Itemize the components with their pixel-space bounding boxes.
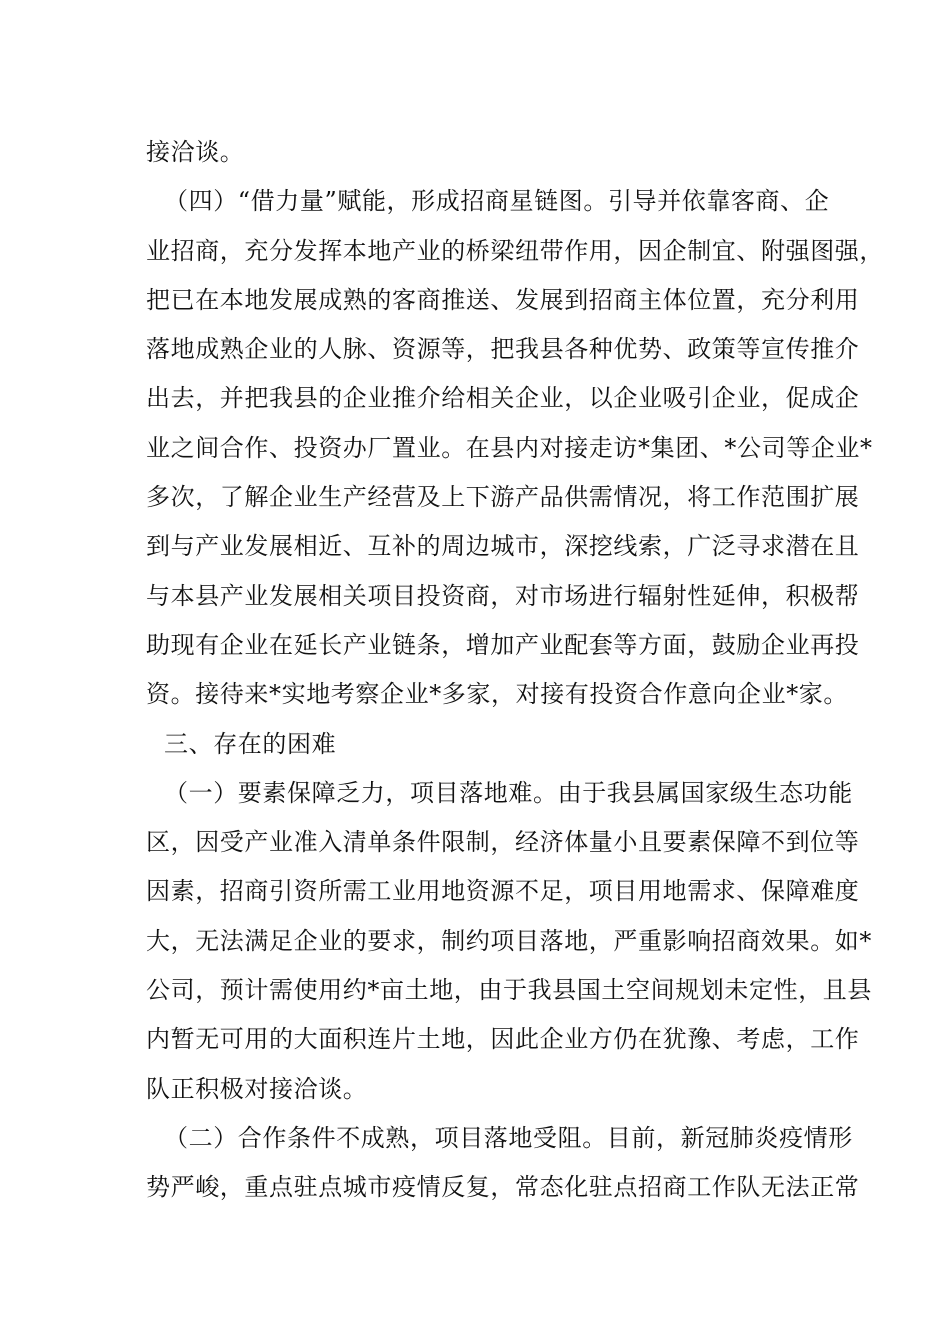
paragraph-line: 内暂无可用的大面积连片土地，因此企业方仍在犹豫、考虑，工作 xyxy=(146,1025,860,1054)
paragraph-line: 把已在本地发展成熟的客商推送、发展到招商主体位置，充分利用 xyxy=(146,285,860,314)
paragraph-line: 业之间合作、投资办厂置业。在县内对接走访*集团、*公司等企业* xyxy=(146,433,873,462)
paragraph-line: 因素，招商引资所需工业用地资源不足，项目用地需求、保障难度 xyxy=(146,877,860,906)
paragraph-line: （二）合作条件不成熟，项目落地受阻。目前，新冠肺炎疫情形 xyxy=(164,1123,853,1152)
paragraph-line: 公司，预计需使用约*亩土地，由于我县国土空间规划未定性，且县 xyxy=(146,976,872,1005)
paragraph-line: 出去，并把我县的企业推介给相关企业，以企业吸引企业，促成企 xyxy=(146,384,860,413)
paragraph-line: 到与产业发展相近、互补的周边城市，深挖线索，广泛寻求潜在且 xyxy=(146,532,860,561)
paragraph-line: （一）要素保障乏力，项目落地难。由于我县属国家级生态功能 xyxy=(164,778,853,807)
paragraph-line: 大，无法满足企业的要求，制约项目落地，严重影响招商效果。如* xyxy=(146,926,872,955)
body-text xyxy=(146,128,884,1213)
section-heading: 三、存在的困难 xyxy=(164,729,337,758)
paragraph-line: 多次，了解企业生产经营及上下游产品供需情况，将工作范围扩展 xyxy=(146,483,860,512)
paragraph-line: 业招商，充分发挥本地产业的桥梁纽带作用，因企制宜、附强图强， xyxy=(146,236,884,265)
paragraph-line: 队正积极对接洽谈。 xyxy=(146,1074,368,1103)
paragraph-line: 势严峻，重点驻点城市疫情反复，常态化驻点招商工作队无法正常 xyxy=(146,1173,860,1202)
paragraph-line: 落地成熟企业的人脉、资源等，把我县各种优势、政策等宣传推介 xyxy=(146,335,860,364)
paragraph-line: 资。接待来*实地考察企业*多家，对接有投资合作意向企业*家。 xyxy=(146,680,848,709)
paragraph-line: 助现有企业在延长产业链条，增加产业配套等方面，鼓励企业再投 xyxy=(146,630,860,659)
paragraph-line: 与本县产业发展相关项目投资商，对市场进行辐射性延伸，积极帮 xyxy=(146,581,860,610)
paragraph-line: 接洽谈。 xyxy=(146,138,245,166)
paragraph-line: （四）“借力量”赋能，形成招商星链图。引导并依靠客商、企 xyxy=(164,187,830,216)
paragraph-line: 区，因受产业准入清单条件限制，经济体量小且要素保障不到位等 xyxy=(146,828,860,857)
